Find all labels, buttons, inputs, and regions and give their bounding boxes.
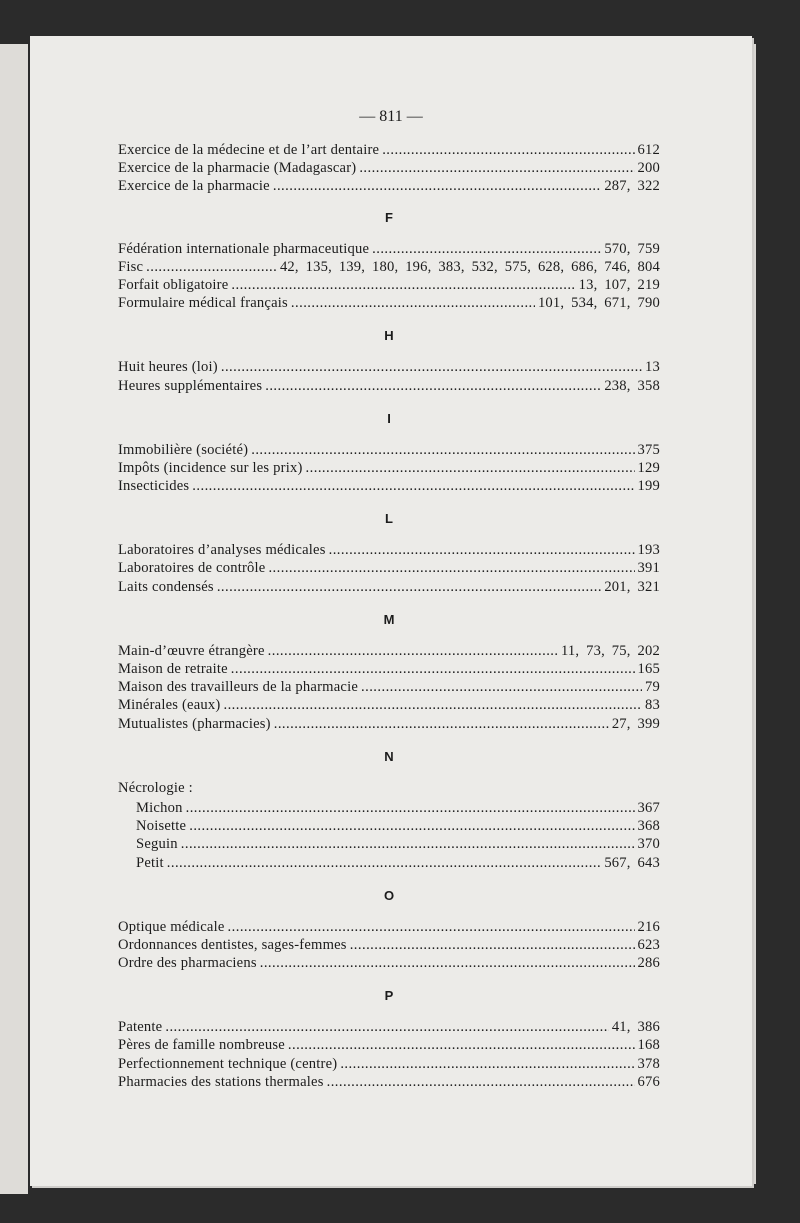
- entry-pages: 11, 73, 75, 202: [560, 642, 660, 659]
- section-letter: N: [384, 748, 394, 764]
- entry-term: Seguin: [136, 836, 178, 853]
- entry-pages: 13: [645, 359, 660, 376]
- entry-term: Pères de famille nombreuse: [118, 1037, 285, 1054]
- entry-pages: 368: [637, 818, 660, 835]
- index-entry: [118, 359, 660, 377]
- dot-leader: [372, 241, 601, 258]
- entry-pages: 200: [637, 160, 660, 177]
- index-entry: [118, 661, 660, 679]
- dot-leader: [273, 178, 601, 195]
- dot-leader: [167, 855, 602, 872]
- dot-leader: [217, 579, 602, 596]
- dot-leader: [291, 295, 535, 312]
- dot-leader: [329, 542, 635, 559]
- index-entry: [118, 542, 660, 560]
- index-entry: [118, 697, 660, 715]
- dot-leader: [382, 142, 634, 159]
- index-section: [118, 748, 660, 873]
- section-heading: Nécrologie :: [118, 779, 193, 796]
- section-letter: I: [387, 410, 391, 426]
- index-entry: [118, 919, 660, 937]
- index-entry: [118, 818, 660, 836]
- index-entry: [118, 378, 660, 396]
- index-entry: [118, 836, 660, 854]
- index-entry: [118, 259, 660, 277]
- entry-term: Main-d’œuvre étrangère: [118, 642, 265, 659]
- entry-term: Formulaire médical français: [118, 295, 288, 312]
- index-entry: [118, 295, 660, 313]
- entry-pages: 101, 534, 671, 790: [537, 295, 660, 312]
- index-entry: [118, 460, 660, 478]
- entry-pages: 129: [637, 459, 660, 476]
- dot-leader: [165, 1019, 608, 1036]
- entry-pages: 168: [637, 1037, 660, 1054]
- entry-term: Forfait obligatoire: [118, 276, 229, 293]
- dot-leader: [260, 955, 635, 972]
- dot-leader: [192, 478, 634, 495]
- index-entry: [118, 560, 660, 578]
- dot-leader: [350, 937, 635, 954]
- section-letter: O: [383, 887, 395, 903]
- dot-leader: [268, 643, 558, 660]
- index-entry: [118, 277, 660, 295]
- entry-term: Exercice de la pharmacie: [118, 178, 270, 195]
- index-entry: [118, 442, 660, 460]
- index-section: [118, 327, 660, 395]
- dot-leader: [189, 818, 634, 835]
- index-entry: [118, 643, 660, 661]
- index-entry: [118, 241, 660, 259]
- entry-pages: 391: [637, 560, 660, 577]
- entry-term: Laboratoires de contrôle: [118, 560, 266, 577]
- dot-leader: [181, 836, 635, 853]
- entry-pages: 612: [637, 142, 660, 158]
- entry-term: Noisette: [136, 818, 187, 835]
- section-letter: F: [385, 209, 393, 225]
- index-entry: [118, 1019, 660, 1037]
- entry-pages: 238, 358: [604, 377, 660, 394]
- index-entry: [118, 679, 660, 697]
- index-entry: [118, 800, 660, 818]
- entry-term: Fédération internationale pharmaceutique: [118, 240, 370, 257]
- entry-pages: 567, 643: [604, 854, 660, 871]
- entry-pages: 286: [637, 955, 660, 972]
- dot-leader: [265, 378, 601, 395]
- section-letter: M: [383, 611, 395, 627]
- entry-term: Mutualistes (pharmacies): [118, 715, 271, 732]
- entry-pages: 570, 759: [604, 240, 660, 257]
- dot-leader: [146, 259, 277, 276]
- index-entry: [118, 716, 660, 734]
- entry-pages: 13, 107, 219: [578, 276, 660, 293]
- dot-leader: [359, 160, 634, 177]
- facing-page-edge: [0, 44, 28, 1194]
- dot-leader: [251, 442, 634, 459]
- index-entry: [118, 1037, 660, 1055]
- index-entry: [118, 1056, 660, 1074]
- entry-term: Pharmacies des stations thermales: [118, 1073, 324, 1090]
- entry-pages: 370: [637, 836, 660, 853]
- entry-pages: 676: [637, 1073, 660, 1090]
- index-entry: [118, 1074, 660, 1092]
- index-entry: [118, 478, 660, 496]
- entry-pages: 27, 399: [611, 715, 660, 732]
- entry-term: Petit: [136, 854, 164, 871]
- dot-leader: [274, 716, 609, 733]
- entry-pages: 216: [637, 918, 660, 935]
- index-section: [118, 142, 660, 197]
- entry-pages: 623: [637, 936, 660, 953]
- entry-term: Insecticides: [118, 478, 190, 495]
- section-letter: L: [385, 511, 393, 527]
- dot-leader: [186, 800, 635, 817]
- entry-pages: 83: [645, 697, 660, 714]
- page-number: — 811 —: [359, 108, 423, 125]
- index-entry: [118, 579, 660, 597]
- dot-leader: [231, 661, 635, 678]
- entry-term: Laboratoires d’analyses médicales: [118, 542, 326, 559]
- entry-term: Laits condensés: [118, 578, 214, 595]
- entry-term: Immobilière (société): [118, 441, 249, 458]
- index-entries: [118, 142, 660, 1092]
- entry-term: Exercice de la médecine et de l’art dentaire: [118, 142, 380, 158]
- entry-pages: 165: [637, 661, 660, 677]
- index-entry: [118, 855, 660, 873]
- entry-term: Patente: [118, 1019, 163, 1036]
- entry-term: Minérales (eaux): [118, 697, 221, 714]
- index-section: [118, 510, 660, 597]
- index-entry: [118, 955, 660, 973]
- entry-term: Ordonnances dentistes, sages-femmes: [118, 936, 347, 953]
- entry-pages: 41, 386: [611, 1019, 660, 1036]
- entry-pages: 375: [637, 441, 660, 458]
- entry-term: Michon: [136, 799, 183, 816]
- index-entry: [118, 142, 660, 160]
- entry-term: Fisc: [118, 258, 144, 275]
- dot-leader: [223, 697, 642, 714]
- index-section: [118, 987, 660, 1092]
- index-section: [118, 410, 660, 497]
- dot-leader: [327, 1074, 635, 1091]
- entry-term: Maison des travailleurs de la pharmacie: [118, 679, 358, 696]
- section-letter: P: [384, 988, 394, 1004]
- entry-pages: 378: [637, 1055, 660, 1072]
- dot-leader: [361, 679, 642, 696]
- section-letter: H: [384, 328, 394, 344]
- entry-term: Maison de retraite: [118, 661, 228, 677]
- dot-leader: [340, 1056, 634, 1073]
- entry-pages: 201, 321: [604, 578, 660, 595]
- dot-leader: [228, 919, 635, 936]
- entry-pages: 193: [637, 542, 660, 559]
- index-entry: [118, 160, 660, 178]
- dot-leader: [268, 560, 634, 577]
- dot-leader: [288, 1037, 635, 1054]
- dot-leader: [221, 359, 642, 376]
- entry-term: Heures supplémentaires: [118, 377, 263, 394]
- dot-leader: [306, 460, 635, 477]
- entry-term: Optique médicale: [118, 918, 225, 935]
- dot-leader: [231, 277, 575, 294]
- entry-pages: 79: [645, 679, 660, 696]
- entry-term: Huit heures (loi): [118, 359, 218, 376]
- index-section: [118, 611, 660, 734]
- entry-term: Ordre des pharmaciens: [118, 955, 257, 972]
- entry-pages: 367: [637, 799, 660, 816]
- entry-pages: 199: [637, 478, 660, 495]
- entry-pages: 42, 135, 139, 180, 196, 383, 532, 575, 628, 686, 746, 804: [279, 258, 660, 275]
- index-section: [118, 209, 660, 314]
- index-entry: [118, 178, 660, 196]
- index-section: [118, 887, 660, 974]
- entry-term: Impôts (incidence sur les prix): [118, 459, 303, 476]
- index-entry: [118, 937, 660, 955]
- entry-term: Exercice de la pharmacie (Madagascar): [118, 160, 357, 177]
- entry-term: Perfectionnement technique (centre): [118, 1055, 338, 1072]
- index-page: [30, 36, 752, 1186]
- entry-pages: 287, 322: [604, 178, 660, 195]
